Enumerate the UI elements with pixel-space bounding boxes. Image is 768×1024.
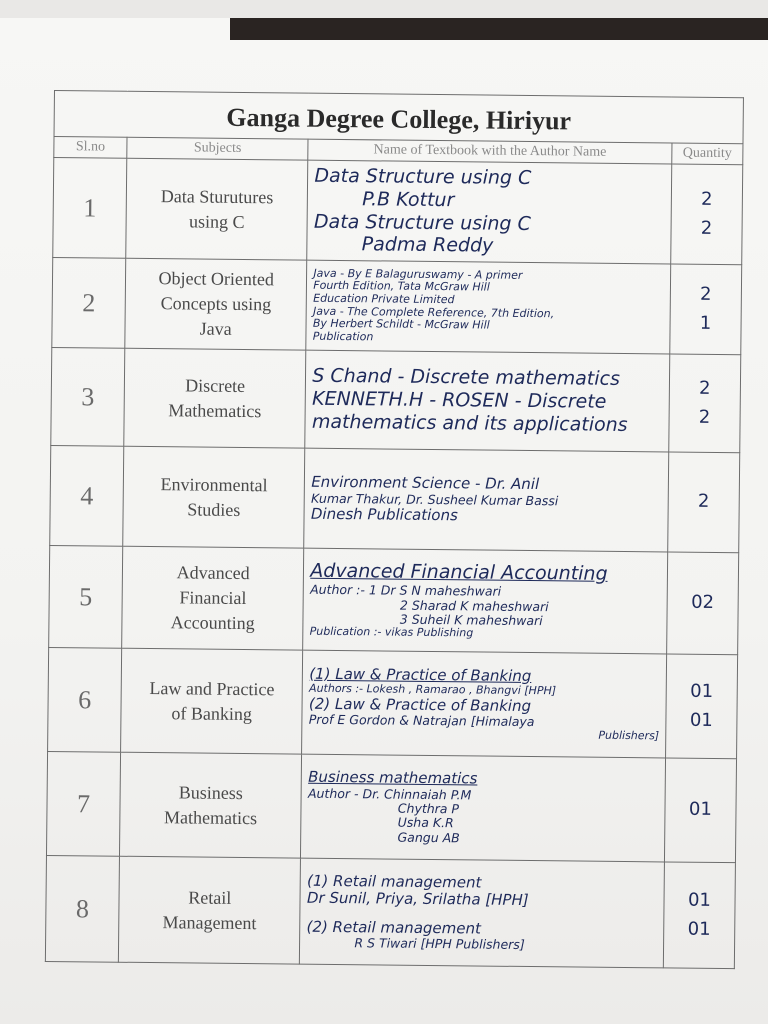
book-line: Publication [312,329,374,344]
book-line: P.B Kottur [362,188,455,211]
subject-line: Retail [188,887,232,908]
quantity-value: 02 [691,591,715,614]
book-line: Publishers] [598,728,660,743]
background-edge [230,18,768,40]
quantity-cell [671,164,743,265]
subject-cell [123,446,305,548]
subject-cell [120,752,302,858]
table-row [49,546,739,655]
quantity-value: 1 [699,312,712,334]
quantity-value: 2 [700,188,713,210]
subject-cell [118,856,300,964]
quantity-cell [664,758,736,863]
textbook-cell [304,448,669,552]
table-row [53,158,743,265]
book-line: (2) Law & Practice of Banking [308,694,532,715]
subject-line: using C [188,211,245,232]
quantity-value: 01 [687,889,712,911]
textbook-cell [306,260,670,354]
subject-cell [126,158,308,260]
book-line: 2 Sharad K maheshwari [399,597,549,614]
quantity-cell [663,862,735,969]
table-row [52,258,742,355]
quantity-value: 2 [699,283,712,305]
serial-number: 2 [52,258,126,349]
subject-line: Environmental [160,473,268,495]
book-line: Data Structure using C [313,210,531,235]
book-line: Chythra P [397,800,460,817]
subject-line: Mathematics [164,806,258,828]
quantity-value: 01 [688,798,712,821]
textbook-cell [300,858,665,968]
header-sl-no: Sl.no [54,137,127,159]
serial-number: 7 [46,752,120,857]
book-line: (1) Law & Practice of Banking [309,664,532,685]
subject-line: Discrete [185,375,246,396]
table-row [50,446,740,553]
paper-sheet [0,18,768,1024]
header-quantity: Quantity [672,143,743,165]
subject-line: Studies [187,499,241,520]
subject-line: Accounting [170,612,255,634]
subject-line: Concepts using [160,293,272,315]
book-line: Dinesh Publications [310,504,458,525]
book-line: Prof E Gordon & Natrajan [Himalaya [308,711,535,729]
book-line: By Herbert Schildt - McGraw Hill [312,317,490,332]
subject-cell [121,648,303,754]
table-row [45,856,735,969]
quantity-value: 2 [700,217,713,239]
header-subjects: Subjects [127,137,308,160]
book-line: 3 Suheil K maheshwari [399,611,543,629]
quantity-value: 2 [698,406,711,428]
subject-line: Law and Practice [149,677,275,700]
quantity-cell [668,452,740,553]
subject-line: Java [199,318,232,340]
serial-number: 6 [48,648,122,753]
book-line: KENNETH.H - ROSEN - Discrete [312,388,607,414]
textbook-table [45,90,744,969]
subject-line: Business [178,782,243,803]
header-textbook: Name of Textbook with the Author Name [308,139,672,164]
serial-number: 5 [49,546,123,649]
book-line: Dr Sunil, Priya, Srilatha [HPH] [306,888,529,909]
textbook-cell [301,754,666,862]
book-line: S Chand - Discrete mathematics [312,365,621,391]
book-line: Authors :- Lokesh , Ramarao , Bhangvi [HPH] [309,681,557,698]
subject-cell [125,258,307,350]
quantity-value: 01 [687,918,711,940]
subject-line: of Banking [171,702,253,724]
book-line: Data Structure using C [314,164,532,190]
serial-number: 3 [51,348,125,447]
textbook-cell [305,350,670,452]
quantity-cell [665,654,737,759]
serial-number: 8 [45,856,119,963]
book-line: Kumar Thakur, Dr. Susheel Kumar Bassi [311,490,559,508]
table-row [46,752,736,863]
subject-cell [122,546,304,650]
quantity-cell [669,354,741,453]
table-row [48,648,738,759]
quantity-value: 2 [699,377,711,399]
book-line: Author :- 1 Dr S N maheshwari [310,581,502,599]
book-line: Padma Reddy [361,233,494,257]
book-line: Gangu AB [397,829,460,845]
book-line: Java - By E Balaguruswamy - A primer [313,266,523,282]
subject-line: Advanced [176,562,250,584]
serial-number: 4 [50,446,124,547]
subject-line: Object Oriented [158,268,275,290]
book-line: Author - Dr. Chinnaiah P.M [307,785,472,802]
serial-number: 1 [53,158,127,259]
book-line: (2) Retail management [306,917,482,938]
quantity-cell [666,552,738,655]
book-line: mathematics and its applications [311,410,628,437]
book-line: Environment Science - Dr. Anil [311,472,540,494]
textbook-cell [302,650,667,758]
quantity-value: 2 [697,491,710,513]
subject-line: Mathematics [168,399,262,421]
book-line: Advanced Financial Accounting [310,560,608,586]
book-line: Education Private Limited [313,291,455,307]
book-line: Publication :- vikas Publishing [309,625,474,640]
book-line: Fourth Edition, Tata McGraw Hill [313,279,490,294]
book-line: Business mathematics [308,768,478,788]
textbook-cell [303,548,668,654]
table-row [51,348,741,453]
book-line: R S Tiwari [HPH Publishers] [354,935,525,953]
quantity-value: 01 [690,680,714,702]
subject-line: Data Sturutures [160,185,274,207]
quantity-value: 01 [689,709,713,731]
subject-line: Management [162,911,257,933]
book-line: Usha K.R [397,814,454,831]
college-title: Ganga Degree College, Hiriyur [54,91,743,144]
book-line: (1) Retail management [306,871,482,892]
textbook-cell [307,160,672,264]
quantity-cell [670,264,742,355]
subject-cell [124,348,306,448]
subject-line: Financial [179,587,247,609]
book-line: Java - The Complete Reference, 7th Edition, [312,304,555,320]
